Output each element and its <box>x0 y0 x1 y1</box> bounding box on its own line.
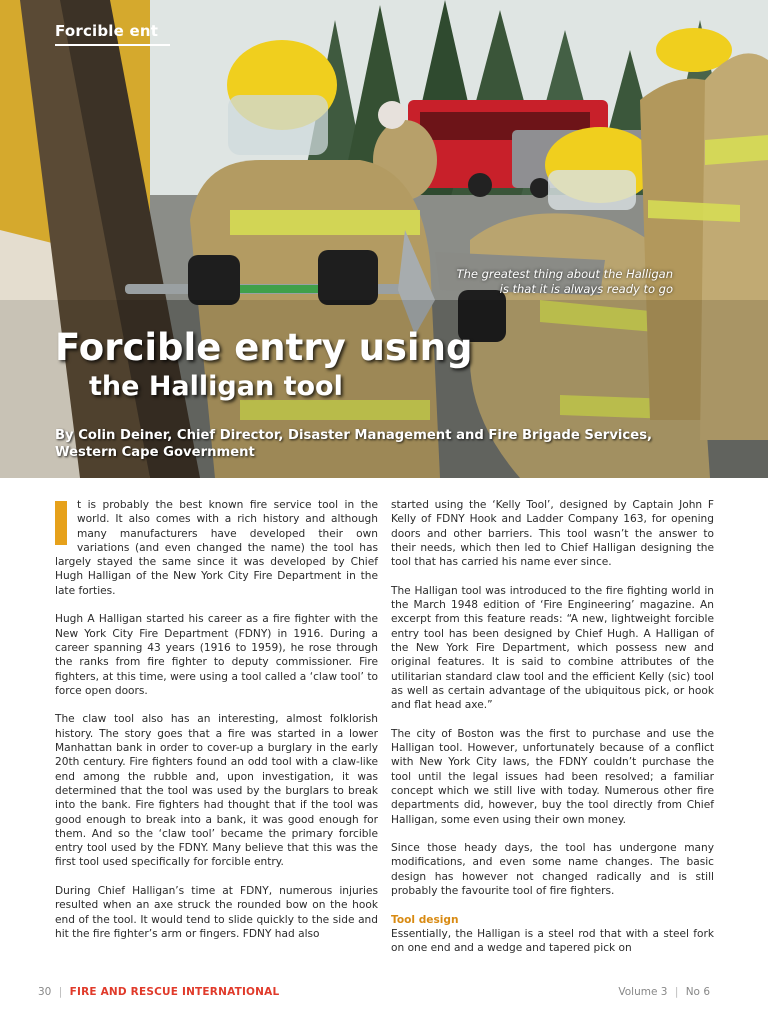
headline-line-2: the Halligan tool <box>89 371 343 402</box>
paragraph: started using the ‘Kelly Tool’, designed by Captain John F Kelly of FDNY Hook and Ladder Company 163, for opening doors and other barriers. This tool wasn’t the answer to their needs, which then led to Chief Halligan designing the tool that has carried his name ever since. <box>391 499 714 569</box>
footer-divider: | <box>58 986 63 998</box>
paragraph: Since those heady days, the tool has undergone many modifications, and even some name changes. The basic design has however not changed radically and is still probably the favourite tool of fire fighters. <box>391 842 714 898</box>
section-rule <box>55 44 170 46</box>
article-column-left <box>55 498 378 956</box>
issue-label: No 6 <box>685 986 710 998</box>
page-number: 30 <box>38 986 52 998</box>
photo-caption <box>433 267 673 297</box>
magazine-name: FIRE AND RESCUE INTERNATIONAL <box>69 986 280 998</box>
hero-photo <box>0 0 768 478</box>
paragraph <box>55 498 378 598</box>
paragraph: The claw tool also has an interesting, almost folklorish history. The story goes that a fire was started in a lower Manhattan bank in order to cover-up a burglary in the early 20th century. Fire fighters found an odd tool with a claw-like end among the rubble and, upon investigation, it was determined that the tool was used by the burglars to break into the bank. Fire fighters had thought that if the tool was good enough to break into a bank, it was good enough for them. And so the ‘claw tool’ became the primary forcible entry tool used by the FDNY. Many believe that this was the first tool used specifically for forcible entry. <box>55 713 378 869</box>
article-byline <box>55 427 655 461</box>
paragraph: The city of Boston was the first to purchase and use the Halligan tool. However, unfortunately because of a conflict with New York City laws, the FDNY couldn’t purchase the tool until the legal issues had been resolved; a familiar concept which we still live with today. Numerous other fire departments did, however, buy the tool directly from Chief Halligan, some even using their own money. <box>391 727 714 826</box>
subheading: Tool design <box>391 913 459 926</box>
drop-cap-bar <box>55 501 67 545</box>
byline-line-1: By Colin Deiner, Chief Director, Disaster Management and Fire Brigade Services, <box>55 428 653 443</box>
footer-divider: | <box>674 986 679 998</box>
headline-line-1: Forcible entry using <box>55 326 473 369</box>
footer-left <box>38 986 279 998</box>
firefighters-illustration <box>0 0 768 478</box>
caption-line-2: is that it is always ready to go <box>499 282 673 296</box>
article-column-right <box>391 498 714 970</box>
article-headline <box>55 326 472 404</box>
paragraph-text: t is probably the best known fire service tool in the world. It also comes with a rich history and although many manufacturers have developed their own variations (and even changed the name) the tool has largely stayed the same since it was developed by Chief Hugh Halligan of the New York City Fire Department in the late forties. <box>55 499 378 597</box>
paragraph: Essentially, the Halligan is a steel rod that with a steel fork on one end and a wedge and tapered pick on <box>391 927 714 955</box>
page-footer <box>0 984 768 1004</box>
caption-line-1: The greatest thing about the Halligan <box>456 267 673 281</box>
footer-right <box>618 986 710 998</box>
byline-line-2: Western Cape Government <box>55 445 255 460</box>
paragraph: The Halligan tool was introduced to the fire fighting world in the March 1948 edition of ‘Fire Engineering’ magazine. An excerpt from this feature reads: “A new, lightweight forcible entry tool has been designed by Chief Hugh. A Halligan of the New York Fire Department, which possess new and original features. It is said to combine attributes of the utilitarian standard claw tool and the efficient Kelly (sic) tool as well as certain advantage of the ubiquitous pick, or hook and flat head axe.” <box>391 584 714 712</box>
paragraph: Hugh A Halligan started his career as a fire fighter with the New York City Fire Department (FDNY) in 1916. During a career spanning 43 years (1916 to 1959), he rose through the ranks from fire fighter to deputy commissioner. Fire fighters, at this time, were using a tool called a ‘claw tool’ to force open doors. <box>55 613 378 697</box>
section-tag: Forcible ent <box>55 22 159 40</box>
volume-label: Volume 3 <box>618 986 668 998</box>
paragraph: During Chief Halligan’s time at FDNY, numerous injuries resulted when an axe struck the rounded bow on the hook end of the tool. It would tend to slide quickly to the side and hit the fire fighter’s arm or fingers. FDNY had also <box>55 885 378 940</box>
